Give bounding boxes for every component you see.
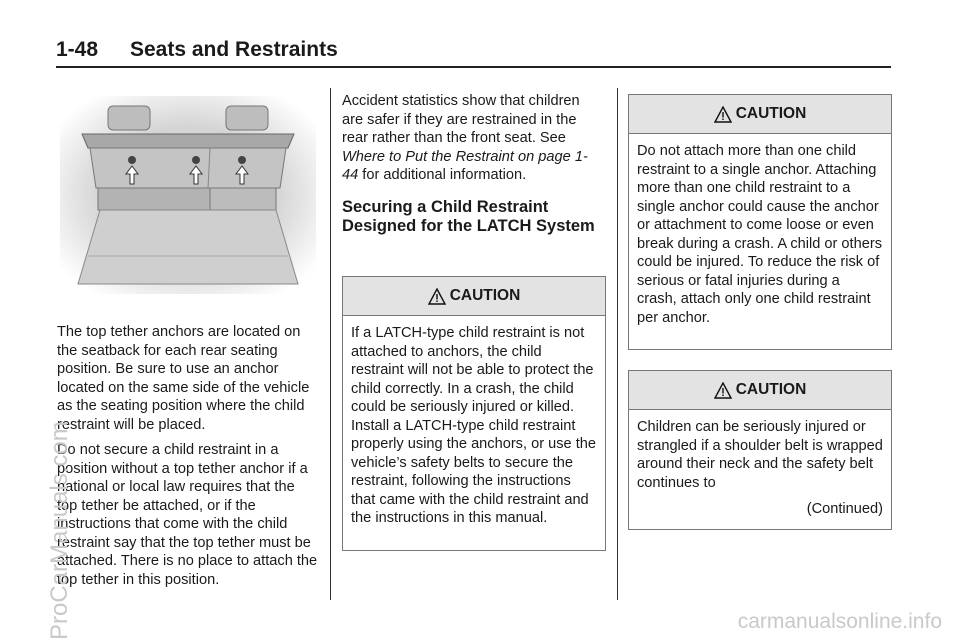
caution-header: [629, 95, 891, 134]
page-header: [56, 36, 891, 68]
continued-label: (Continued): [806, 501, 883, 517]
section-heading: Securing a Child Restraint Designed for the LATCH System: [342, 197, 595, 235]
caution-header: [629, 371, 891, 410]
caution-text: Children can be seriously injured or strangled if a shoulder belt is wrapped around their neck and the safety belt continues to: [637, 419, 883, 491]
caution-text: Do not attach more than one child restraint to a single anchor. Attaching more than one child restraint to a single anchor could cause the anchor or attachment to come loose or even break during a crash. A child or others could be injured. To reduce the risk of serious or fatal injuries during a crash, attach only one child restraint per anchor.: [637, 143, 882, 326]
caution-box-single-anchor: [628, 94, 892, 350]
page-number: 1-48: [56, 38, 99, 61]
caution-box-latch: [342, 276, 606, 551]
warning-icon: [714, 382, 732, 399]
intro-paragraph: Accident statistics show that children are safer if they are restrained in the rear rather than the front seat. See Where to Put the Restraint on page 1-44 for additional information.: [342, 93, 588, 183]
middle-column: [342, 92, 604, 242]
warning-icon: [714, 106, 732, 123]
left-column: [57, 323, 319, 596]
cargo-area-illustration: [60, 96, 316, 294]
column-divider-left: [330, 88, 331, 600]
warning-icon: [428, 288, 446, 305]
caution-label: CAUTION: [735, 105, 807, 122]
caution-label: CAUTION: [449, 287, 521, 304]
column-divider-right: [617, 88, 618, 600]
page-reference: Where to Put the Restraint on page 1-44: [342, 148, 588, 183]
footer-watermark: carmanualsonline.info: [737, 610, 942, 633]
section-title: Seats and Restraints: [130, 38, 338, 61]
side-watermark: ProCarManuals.com: [46, 421, 73, 640]
caution-header: [343, 277, 605, 316]
caution-box-shoulder-belt: [628, 370, 892, 530]
caution-label: CAUTION: [735, 381, 807, 398]
tether-law-paragraph: Do not secure a child restraint in a position without a top tether anchor if a national or local law requires that the top tether be attached, or if the instructions that come with the child restraint say that the top tether must be attached. There is no place to attach the top tether in this position.: [57, 442, 318, 588]
tether-anchor-paragraph: The top tether anchors are located on the seatback for each rear seating position. Be sure to use an anchor located on the same side of the vehicle as the seating position where the child restraint will be placed.: [57, 324, 310, 433]
caution-text: If a LATCH-type child restraint is not attached to anchors, the child restraint will not be able to protect the child correctly. In a crash, the child could be seriously injured or killed. Install a LATCH-type child restraint properly using the anchors, or use the vehicle’s safety belts to secure the restraint, following the instructions that came with the child restraint and the instructions in this manual.: [351, 325, 596, 526]
